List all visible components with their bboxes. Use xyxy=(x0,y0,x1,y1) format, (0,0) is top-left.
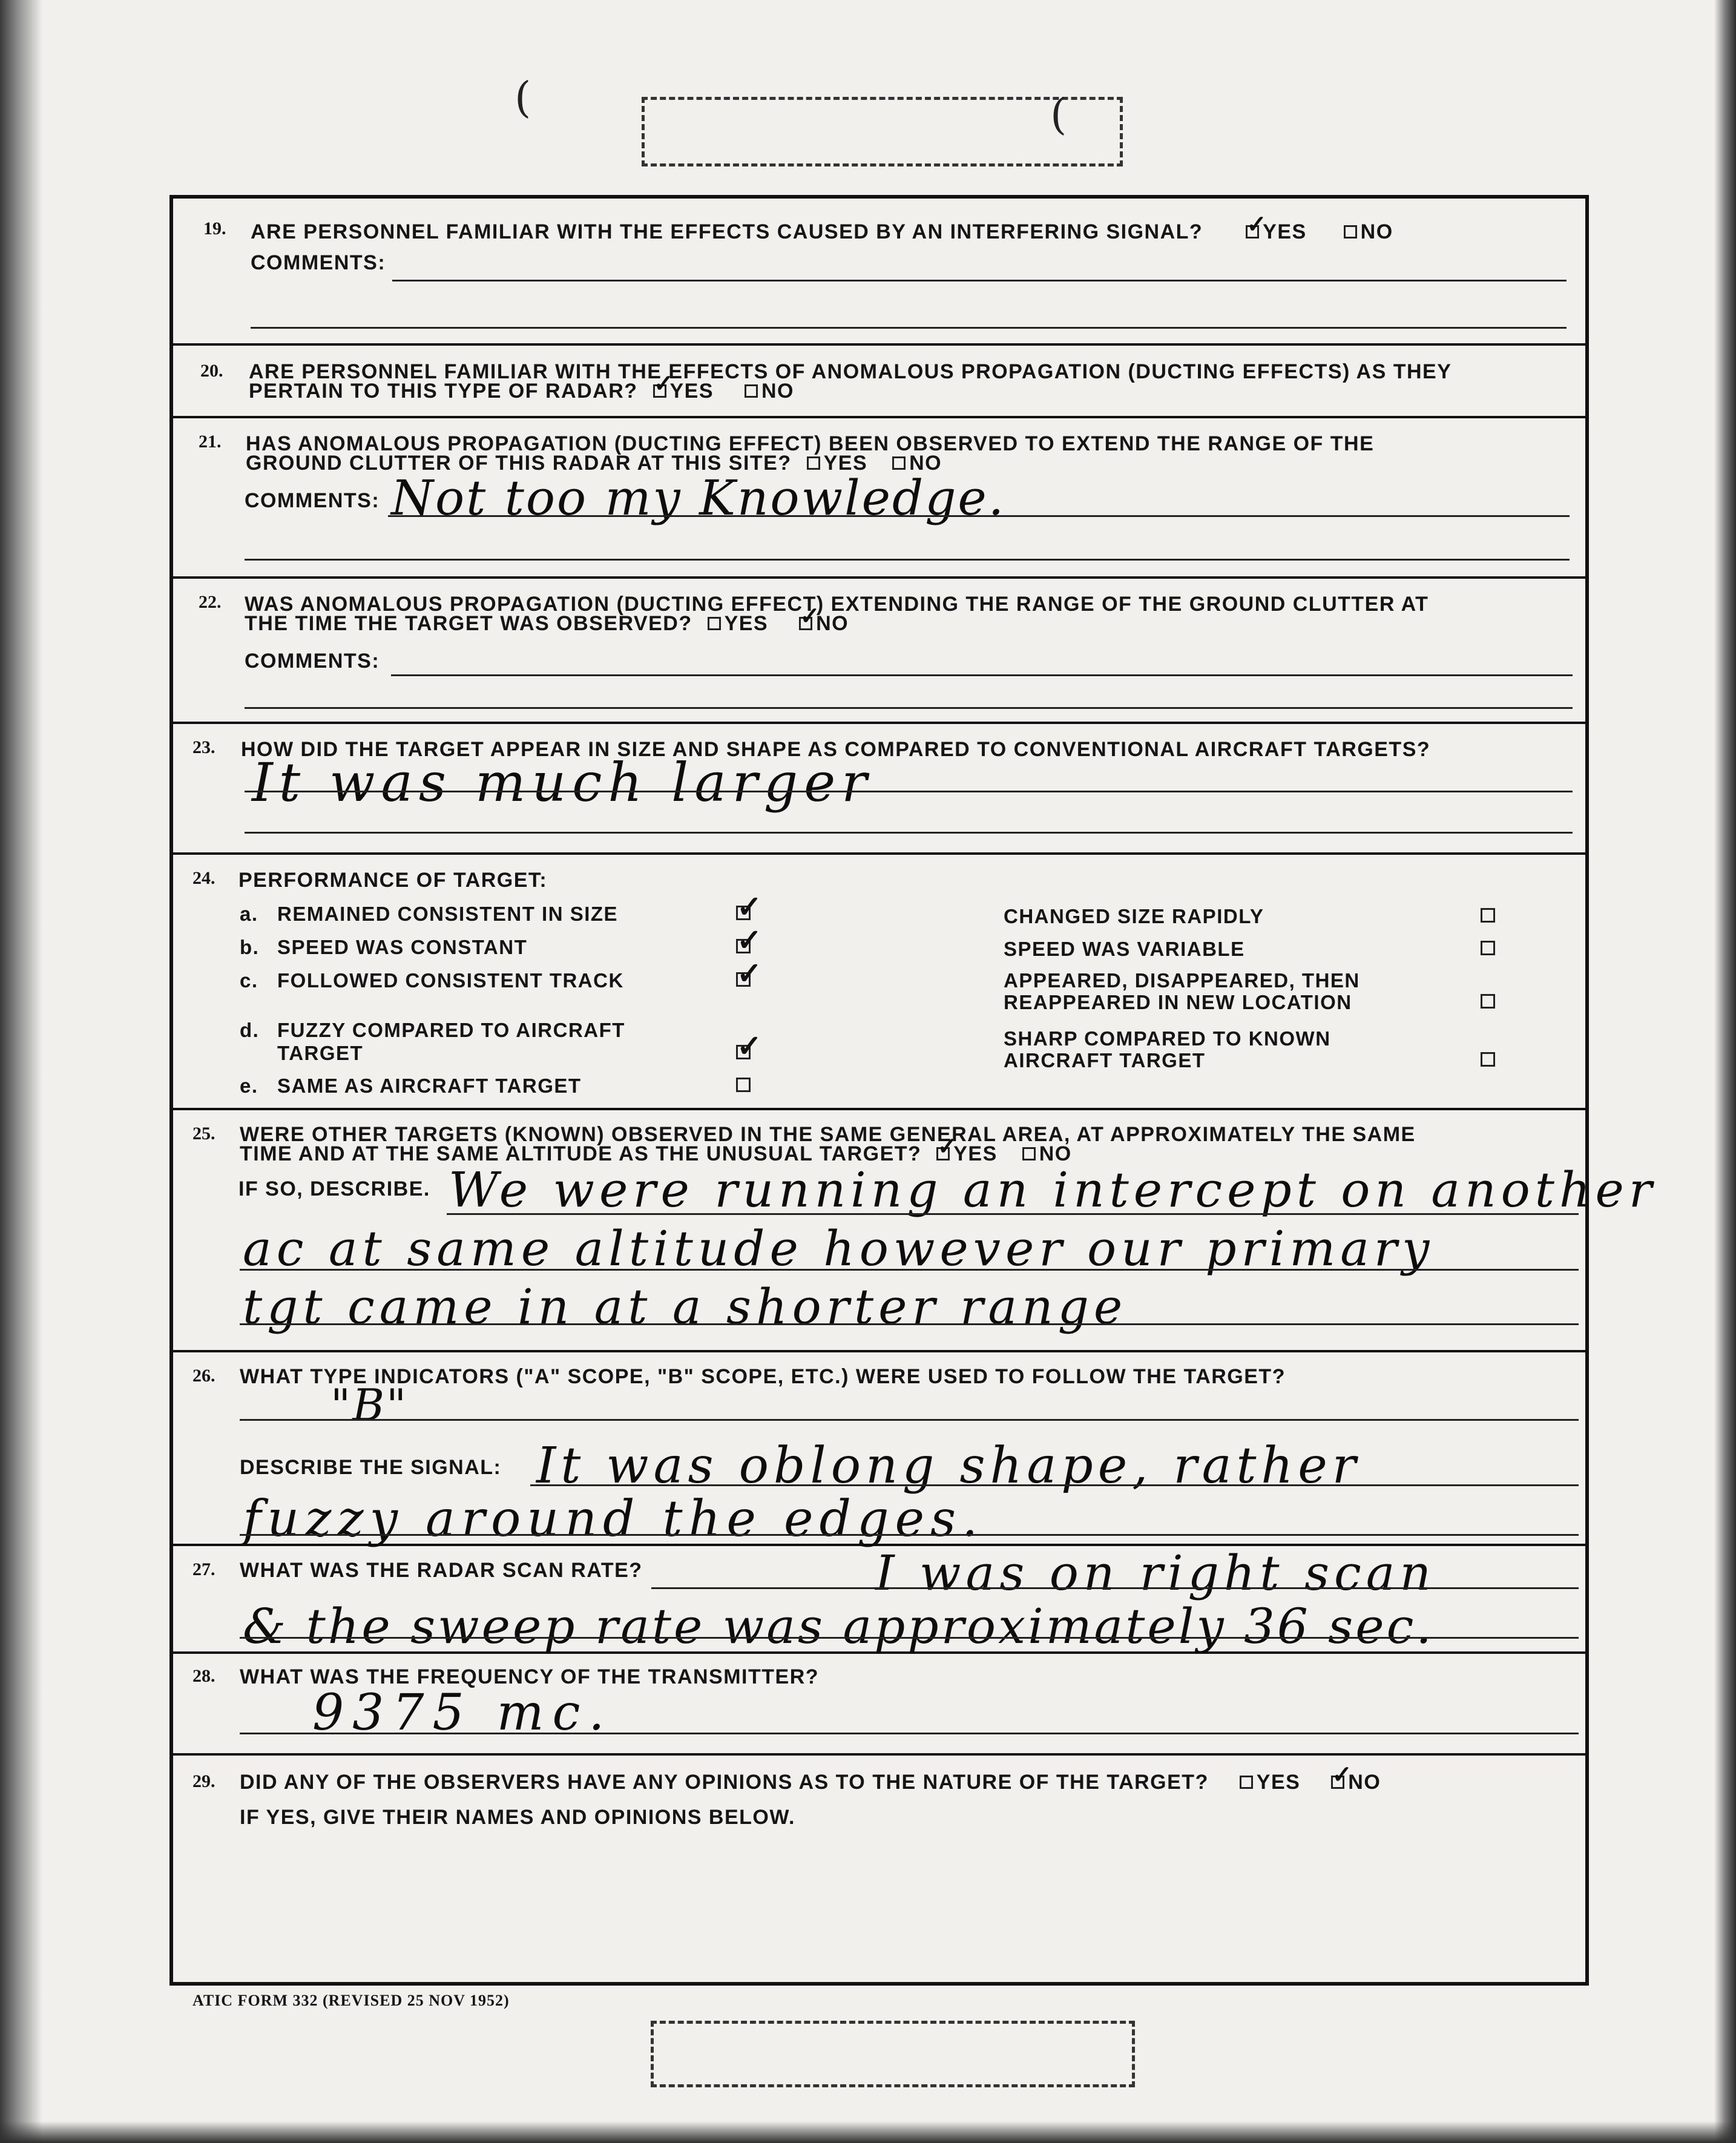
answer-line xyxy=(245,559,1570,561)
question-instruction: IF YES, GIVE THEIR NAMES AND OPINIONS BELOW. xyxy=(240,1806,795,1829)
question-number: 28. xyxy=(192,1666,215,1686)
question-number: 21. xyxy=(199,432,222,452)
question-label: THE TIME THE TARGET WAS OBSERVED? xyxy=(245,612,692,635)
question-label: GROUND CLUTTER OF THIS RADAR AT THIS SITE? xyxy=(246,452,792,475)
performance-label: SPEED WAS CONSTANT xyxy=(277,936,528,958)
answer-line xyxy=(245,791,1573,792)
no-label: NO xyxy=(816,612,849,635)
question-text: WHAT WAS THE FREQUENCY OF THE TRANSMITTER? xyxy=(240,1665,820,1688)
question-20 xyxy=(173,346,1585,418)
radar-questionnaire-form xyxy=(169,195,1657,1986)
question-number: 22. xyxy=(199,592,222,612)
question-text: HOW DID THE TARGET APPEAR IN SIZE AND SHAPE AS COMPARED TO CONVENTIONAL AIRCRAFT TARGETS? xyxy=(241,738,1431,761)
question-21 xyxy=(173,418,1585,579)
no-checkbox[interactable] xyxy=(745,384,758,398)
question-label: ARE PERSONNEL FAMILIAR WITH THE EFFECTS CAUSED BY AN INTERFERING SIGNAL? xyxy=(251,220,1203,243)
answer-line xyxy=(240,1419,1579,1421)
performance-label: SPEED WAS VARIABLE xyxy=(1004,938,1245,960)
performance-label: APPEARED, DISAPPEARED, THEN xyxy=(1004,969,1360,992)
page-edge-shadow xyxy=(0,2121,1736,2143)
question-26 xyxy=(173,1352,1585,1546)
answer-line xyxy=(240,1323,1579,1325)
question-number: 26. xyxy=(192,1366,215,1386)
yes-label: YES xyxy=(953,1142,998,1165)
question-19 xyxy=(173,199,1585,346)
handwritten-signal: It was oblong shape, rather xyxy=(536,1437,1361,1495)
yes-checkbox[interactable] xyxy=(807,456,820,470)
question-number: 19. xyxy=(203,219,226,239)
yes-label: YES xyxy=(724,612,769,635)
question-number: 24. xyxy=(192,868,215,888)
form-footer: ATIC FORM 332 (REVISED 25 NOV 1952) xyxy=(192,1992,510,2009)
yes-label: YES xyxy=(1256,1771,1301,1794)
answer-line xyxy=(392,280,1567,281)
question-22 xyxy=(173,579,1585,724)
question-label: TIME AND AT THE SAME ALTITUDE AS THE UNUSUAL TARGET? xyxy=(240,1142,922,1165)
question-text: WAS ANOMALOUS PROPAGATION (DUCTING EFFECT) EXTENDING THE RANGE OF THE GROUND CLUTTER AT xyxy=(245,593,1429,616)
page-edge-shadow xyxy=(0,0,42,2143)
answer-line xyxy=(530,1484,1579,1486)
comments-label: COMMENTS: xyxy=(251,251,386,274)
question-number: 25. xyxy=(192,1124,215,1144)
question-25 xyxy=(173,1110,1657,1352)
yes-checkbox[interactable] xyxy=(653,384,666,398)
performance-label: FOLLOWED CONSISTENT TRACK xyxy=(277,969,624,992)
consistent-track-checkbox[interactable] xyxy=(736,972,751,987)
comments-label: COMMENTS: xyxy=(245,489,380,512)
performance-label: AIRCRAFT TARGET xyxy=(1004,1049,1206,1072)
question-text: ARE PERSONNEL FAMILIAR WITH THE EFFECTS OF ANOMALOUS PROPAGATION (DUCTING EFFECTS) AS THEY xyxy=(249,360,1452,383)
yes-label: YES xyxy=(669,380,714,403)
performance-label: CHANGED SIZE RAPIDLY xyxy=(1004,905,1264,927)
page-edge-shadow xyxy=(1714,0,1736,2143)
yes-label: YES xyxy=(1263,220,1307,243)
question-text: HAS ANOMALOUS PROPAGATION (DUCTING EFFECT) BEEN OBSERVED TO EXTEND THE RANGE OF THE xyxy=(246,432,1375,455)
yes-checkbox[interactable] xyxy=(708,617,721,630)
no-label: NO xyxy=(1348,1771,1381,1794)
handwritten-description: tgt came in at a shorter range xyxy=(243,1279,1128,1335)
answer-line xyxy=(240,1534,1579,1536)
handwritten-description: We were running an intercept on another xyxy=(449,1162,1657,1218)
yes-checkbox[interactable] xyxy=(1246,225,1259,239)
reappeared-checkbox[interactable] xyxy=(1481,994,1495,1009)
performance-letter: e. xyxy=(240,1075,258,1097)
performance-letter: a. xyxy=(240,903,258,925)
no-label: NO xyxy=(1360,220,1393,243)
question-text xyxy=(240,1771,1381,1793)
performance-letter: b. xyxy=(240,936,260,958)
handwritten-comment: Not too my Knowledge. xyxy=(391,470,1006,526)
speed-variable-checkbox[interactable] xyxy=(1481,941,1495,955)
answer-line xyxy=(391,674,1573,676)
no-checkbox[interactable] xyxy=(892,456,906,470)
question-number: 23. xyxy=(192,737,215,757)
question-text xyxy=(251,221,1393,243)
performance-label: REMAINED CONSISTENT IN SIZE xyxy=(277,903,619,925)
speed-constant-checkbox[interactable] xyxy=(736,939,751,953)
sharp-compared-checkbox[interactable] xyxy=(1481,1052,1495,1067)
comments-label: COMMENTS: xyxy=(245,650,380,673)
changed-size-checkbox[interactable] xyxy=(1481,908,1495,923)
answer-line xyxy=(240,1637,1579,1639)
question-23 xyxy=(173,724,1585,855)
no-checkbox[interactable] xyxy=(1331,1776,1344,1789)
performance-letter: d. xyxy=(240,1019,260,1041)
answer-line xyxy=(388,515,1570,517)
performance-label: FUZZY COMPARED TO AIRCRAFT xyxy=(277,1019,625,1041)
no-label: NO xyxy=(1039,1142,1072,1165)
question-text xyxy=(245,613,849,634)
question-label: PERTAIN TO THIS TYPE OF RADAR? xyxy=(249,380,638,403)
handwritten-answer: It was much larger xyxy=(252,751,873,814)
yes-checkbox[interactable] xyxy=(936,1147,950,1160)
handwritten-frequency: 9375 mc. xyxy=(312,1684,613,1742)
performance-label: TARGET xyxy=(277,1042,364,1064)
performance-label: SHARP COMPARED TO KNOWN xyxy=(1004,1027,1331,1050)
indicator-answer: "B" xyxy=(330,1380,409,1430)
question-29 xyxy=(173,1756,1585,1986)
question-text: WHAT TYPE INDICATORS ("A" SCOPE, "B" SCOPE, ETC.) WERE USED TO FOLLOW THE TARGET? xyxy=(240,1365,1286,1388)
answer-line xyxy=(245,832,1573,834)
question-28 xyxy=(173,1654,1585,1756)
margin-mark: ( xyxy=(1050,90,1067,139)
handwritten-scan-rate: & the sweep rate was approximately 36 sec. xyxy=(243,1598,1434,1654)
answer-line xyxy=(245,707,1573,709)
describe-label: IF SO, DESCRIBE. xyxy=(238,1177,430,1200)
performance-label: REAPPEARED IN NEW LOCATION xyxy=(1004,991,1352,1013)
handwritten-description: ac at same altitude however our primary xyxy=(243,1220,1435,1277)
handwritten-scan-rate: I was on right scan xyxy=(875,1545,1436,1601)
bottom-stamp-box xyxy=(651,2021,1135,2087)
handwritten-signal: fuzzy around the edges. xyxy=(243,1490,984,1548)
remained-consistent-checkbox[interactable] xyxy=(736,906,751,920)
question-number: 29. xyxy=(192,1771,215,1791)
question-text xyxy=(249,380,794,402)
answer-line xyxy=(447,1213,1579,1215)
question-number: 20. xyxy=(200,361,223,381)
question-27 xyxy=(173,1546,1585,1654)
answer-line xyxy=(240,1269,1579,1271)
no-checkbox[interactable] xyxy=(1022,1147,1036,1160)
question-text: WERE OTHER TARGETS (KNOWN) OBSERVED IN THE SAME GENERAL AREA, AT APPROXIMATELY THE SAME xyxy=(240,1123,1416,1146)
answer-line xyxy=(251,327,1567,329)
same-as-aircraft-checkbox[interactable] xyxy=(736,1078,751,1092)
no-checkbox[interactable] xyxy=(1344,225,1357,239)
answer-line xyxy=(240,1733,1579,1734)
margin-mark: ( xyxy=(515,73,531,122)
describe-signal-label: DESCRIBE THE SIGNAL: xyxy=(240,1456,502,1479)
no-label: NO xyxy=(761,380,794,403)
yes-label: YES xyxy=(823,452,868,475)
question-text: WHAT WAS THE RADAR SCAN RATE? xyxy=(240,1559,643,1582)
answer-line xyxy=(651,1587,1579,1589)
no-checkbox[interactable] xyxy=(799,617,812,630)
question-number: 27. xyxy=(192,1559,215,1579)
performance-label: SAME AS AIRCRAFT TARGET xyxy=(277,1075,582,1097)
yes-checkbox[interactable] xyxy=(1240,1776,1253,1789)
question-label: DID ANY OF THE OBSERVERS HAVE ANY OPINIONS AS TO THE NATURE OF THE TARGET? xyxy=(240,1771,1209,1794)
no-label: NO xyxy=(909,452,942,475)
question-24 xyxy=(173,855,1585,1110)
fuzzy-checkbox[interactable] xyxy=(736,1045,751,1059)
section-title: PERFORMANCE OF TARGET: xyxy=(238,869,548,892)
performance-letter: c. xyxy=(240,969,258,992)
